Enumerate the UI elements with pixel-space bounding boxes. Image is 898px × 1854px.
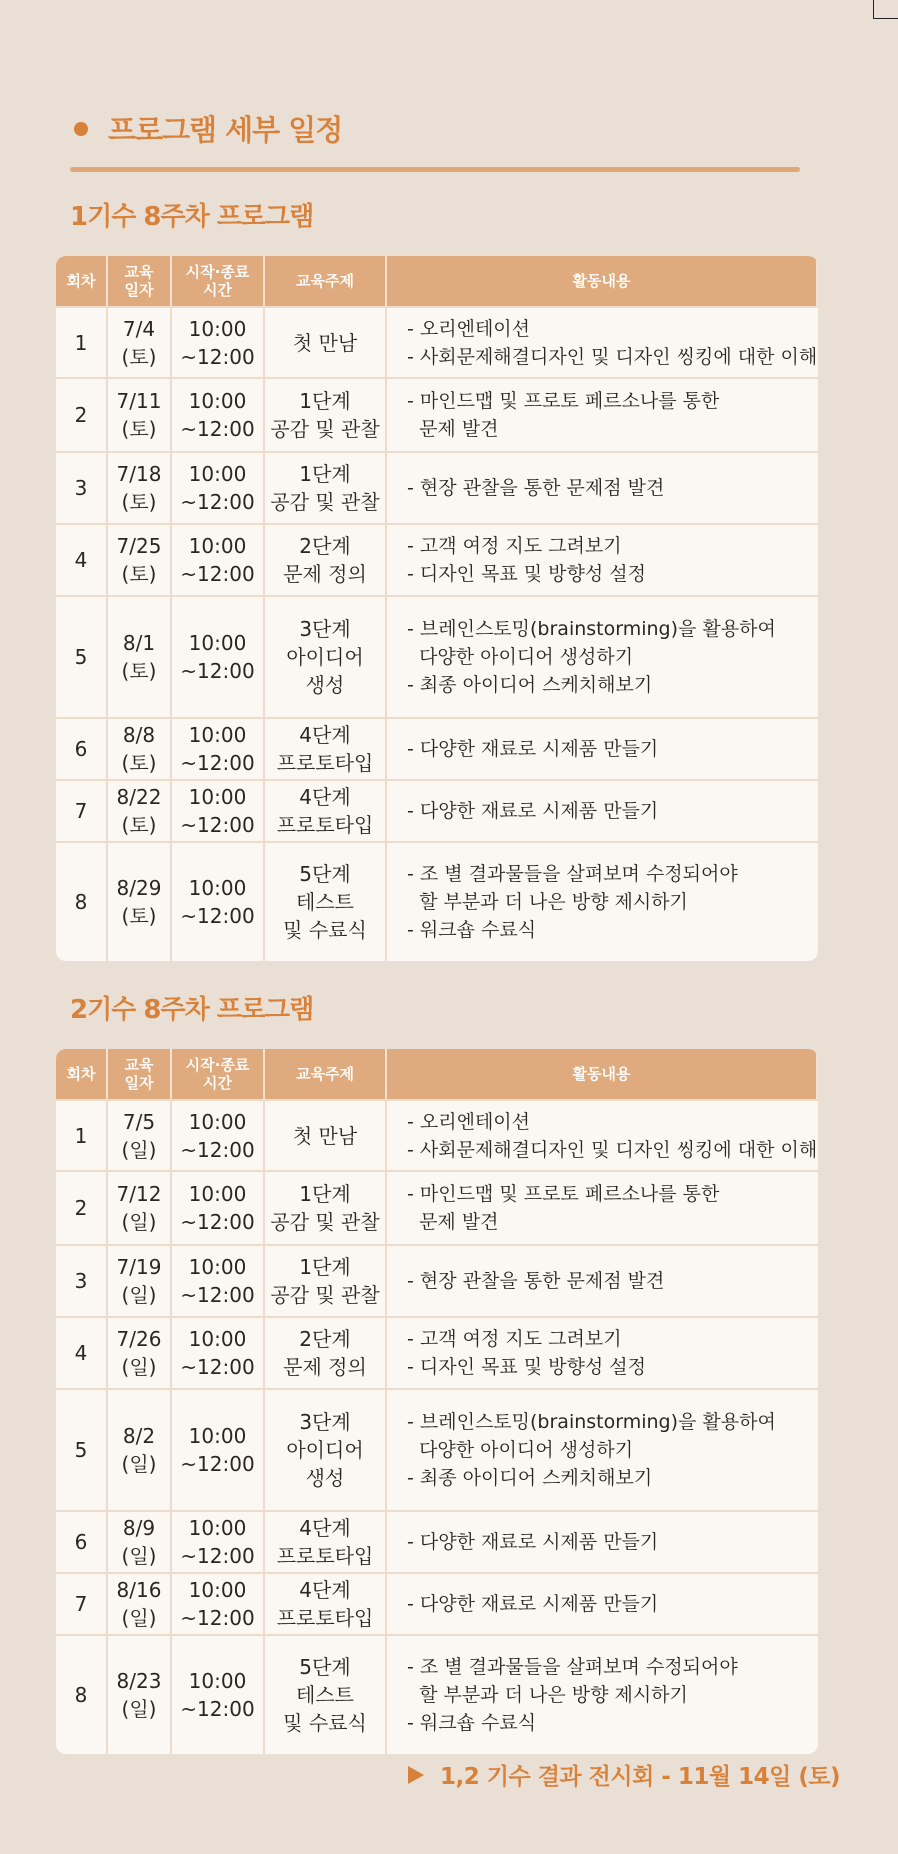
cell-topic: 4단계 프로토타입 [265, 1574, 387, 1634]
table-row [56, 1099, 818, 1170]
cohort1-schedule-table [56, 256, 818, 961]
activity-line: 할 부분과 더 나은 방향 제시하기 [407, 1684, 688, 1706]
table-row [56, 779, 818, 841]
activity-line: - 고객 여정 지도 그려보기 [407, 1328, 622, 1350]
activity-line: - 사회문제해결디자인 및 디자인 씽킹에 대한 이해 [407, 1138, 818, 1161]
cell-activity [387, 1636, 818, 1754]
cell-topic: 1단계 공감 및 관찰 [265, 453, 387, 523]
cell-time: 10:00 ~12:00 [172, 453, 265, 523]
cell-no: 8 [56, 1636, 108, 1754]
header-time: 시작·종료 시간 [172, 1049, 265, 1099]
cell-date: 8/1 (토) [108, 597, 172, 717]
activity-line: - 다양한 재료로 시제품 만들기 [407, 1531, 659, 1553]
cell-activity [387, 1390, 818, 1510]
activity-line: 문제 발견 [407, 1211, 499, 1233]
cell-no: 7 [56, 781, 108, 841]
cell-topic: 4단계 프로토타입 [265, 719, 387, 779]
header-no: 회차 [56, 256, 108, 306]
table-row [56, 377, 818, 451]
section-header [74, 108, 342, 149]
table-row [56, 1634, 818, 1754]
cohort2-title: 2기수 8주차 프로그램 [70, 995, 314, 1025]
cell-activity [387, 453, 818, 523]
cell-topic: 3단계 아이디어 생성 [265, 1390, 387, 1510]
activity-line: - 다양한 재료로 시제품 만들기 [407, 1593, 659, 1615]
cell-topic: 첫 만남 [265, 1101, 387, 1170]
cell-date: 8/23 (일) [108, 1636, 172, 1754]
cell-time: 10:00 ~12:00 [172, 1390, 265, 1510]
cell-date: 8/29 (토) [108, 843, 172, 961]
cell-time: 10:00 ~12:00 [172, 719, 265, 779]
exhibition-text: 1,2 기수 결과 전시회 - 11월 14일 (토) [440, 1764, 841, 1790]
table-row [56, 1170, 818, 1244]
cell-time: 10:00 ~12:00 [172, 379, 265, 451]
activity-line: 할 부분과 더 나은 방향 제시하기 [407, 891, 688, 913]
activity-line: 다양한 아이디어 생성하기 [407, 646, 634, 668]
cell-activity [387, 1574, 818, 1634]
cell-time: 10:00 ~12:00 [172, 843, 265, 961]
cell-time: 10:00 ~12:00 [172, 1574, 265, 1634]
table-header-row [56, 1049, 818, 1099]
cell-activity [387, 379, 818, 451]
header-activity: 활동내용 [387, 256, 818, 306]
table-header-row [56, 256, 818, 306]
cell-activity [387, 781, 818, 841]
cell-activity [387, 1101, 818, 1170]
activity-line: - 오리엔테이션 [407, 317, 531, 340]
cell-date: 7/5 (일) [108, 1101, 172, 1170]
table-row [56, 1316, 818, 1388]
cell-no: 5 [56, 1390, 108, 1510]
cell-date: 7/12 (일) [108, 1172, 172, 1244]
cell-time: 10:00 ~12:00 [172, 1636, 265, 1754]
activity-line: - 마인드맵 및 프로토 페르소나를 통한 [407, 1183, 720, 1205]
table-row [56, 595, 818, 717]
activity-line: - 워크숍 수료식 [407, 919, 537, 941]
activity-line: - 현장 관찰을 통한 문제점 발견 [407, 477, 665, 499]
play-triangle-icon [408, 1766, 424, 1784]
activity-line: - 오리엔테이션 [407, 1110, 531, 1133]
activity-line: - 최종 아이디어 스케치해보기 [407, 674, 653, 696]
cell-date: 8/8 (토) [108, 719, 172, 779]
cell-topic: 5단계 테스트 및 수료식 [265, 843, 387, 961]
cell-date: 7/25 (토) [108, 525, 172, 595]
cell-activity [387, 719, 818, 779]
activity-line: - 마인드맵 및 프로토 페르소나를 통한 [407, 390, 720, 412]
header-date: 교육 일자 [108, 256, 172, 306]
cell-no: 6 [56, 719, 108, 779]
cell-no: 4 [56, 525, 108, 595]
activity-line: - 브레인스토밍(brainstorming)을 활용하여 [407, 1411, 776, 1433]
cell-date: 8/22 (토) [108, 781, 172, 841]
table-row [56, 717, 818, 779]
cell-no: 1 [56, 308, 108, 377]
activity-line: 문제 발견 [407, 418, 499, 440]
cell-date: 7/26 (일) [108, 1318, 172, 1388]
cell-topic: 5단계 테스트 및 수료식 [265, 1636, 387, 1754]
cell-activity [387, 308, 818, 377]
activity-line: - 현장 관찰을 통한 문제점 발견 [407, 1270, 665, 1292]
cell-activity [387, 1318, 818, 1388]
cell-time: 10:00 ~12:00 [172, 597, 265, 717]
activity-line: - 디자인 목표 및 방향성 설정 [407, 1356, 646, 1378]
cell-activity [387, 1512, 818, 1572]
cell-time: 10:00 ~12:00 [172, 1172, 265, 1244]
table-row [56, 841, 818, 961]
cell-no: 8 [56, 843, 108, 961]
table-row [56, 1388, 818, 1510]
cell-date: 8/16 (일) [108, 1574, 172, 1634]
cohort2-schedule-table [56, 1049, 818, 1754]
table-row [56, 1510, 818, 1572]
cell-no: 7 [56, 1574, 108, 1634]
cell-no: 1 [56, 1101, 108, 1170]
crop-mark [873, 0, 898, 19]
activity-line: - 디자인 목표 및 방향성 설정 [407, 563, 646, 585]
cell-activity [387, 843, 818, 961]
table-row [56, 306, 818, 377]
cell-date: 7/18 (토) [108, 453, 172, 523]
activity-line: - 조 별 결과물들을 살펴보며 수정되어야 [407, 1656, 738, 1678]
cell-time: 10:00 ~12:00 [172, 1318, 265, 1388]
cell-topic: 4단계 프로토타입 [265, 1512, 387, 1572]
header-no: 회차 [56, 1049, 108, 1099]
cell-no: 6 [56, 1512, 108, 1572]
cell-no: 3 [56, 453, 108, 523]
cell-topic: 2단계 문제 정의 [265, 525, 387, 595]
header-time: 시작·종료 시간 [172, 256, 265, 306]
table-row [56, 451, 818, 523]
cell-topic: 첫 만남 [265, 308, 387, 377]
cell-date: 7/4 (토) [108, 308, 172, 377]
cell-topic: 1단계 공감 및 관찰 [265, 1246, 387, 1316]
cell-time: 10:00 ~12:00 [172, 1246, 265, 1316]
activity-line: - 사회문제해결디자인 및 디자인 씽킹에 대한 이해 [407, 345, 818, 368]
header-date: 교육 일자 [108, 1049, 172, 1099]
cell-time: 10:00 ~12:00 [172, 1101, 265, 1170]
cell-date: 7/11 (토) [108, 379, 172, 451]
cell-activity [387, 597, 818, 717]
cell-topic: 1단계 공감 및 관찰 [265, 1172, 387, 1244]
header-topic: 교육주제 [265, 1049, 387, 1099]
cell-time: 10:00 ~12:00 [172, 1512, 265, 1572]
activity-line: - 다양한 재료로 시제품 만들기 [407, 738, 659, 760]
cell-date: 8/2 (일) [108, 1390, 172, 1510]
cell-topic: 3단계 아이디어 생성 [265, 597, 387, 717]
cell-activity [387, 1246, 818, 1316]
table-row [56, 523, 818, 595]
activity-line: - 브레인스토밍(brainstorming)을 활용하여 [407, 618, 776, 640]
activity-line: - 조 별 결과물들을 살펴보며 수정되어야 [407, 863, 738, 885]
activity-line: 다양한 아이디어 생성하기 [407, 1439, 634, 1461]
cell-date: 7/19 (일) [108, 1246, 172, 1316]
cell-no: 2 [56, 1172, 108, 1244]
activity-line: - 최종 아이디어 스케치해보기 [407, 1467, 653, 1489]
cell-no: 5 [56, 597, 108, 717]
cohort1-title: 1기수 8주차 프로그램 [70, 202, 314, 232]
activity-line: - 워크숍 수료식 [407, 1712, 537, 1734]
cell-activity [387, 1172, 818, 1244]
cell-topic: 4단계 프로토타입 [265, 781, 387, 841]
cell-no: 4 [56, 1318, 108, 1388]
cell-time: 10:00 ~12:00 [172, 525, 265, 595]
activity-line: - 다양한 재료로 시제품 만들기 [407, 800, 659, 822]
cell-time: 10:00 ~12:00 [172, 781, 265, 841]
header-topic: 교육주제 [265, 256, 387, 306]
section-title: 프로그램 세부 일정 [108, 113, 343, 147]
cell-time: 10:00 ~12:00 [172, 308, 265, 377]
header-activity: 활동내용 [387, 1049, 818, 1099]
cell-no: 2 [56, 379, 108, 451]
activity-line: - 고객 여정 지도 그려보기 [407, 535, 622, 557]
bullet-icon [74, 122, 88, 136]
cell-no: 3 [56, 1246, 108, 1316]
header-divider [70, 167, 800, 172]
cell-date: 8/9 (일) [108, 1512, 172, 1572]
table-row [56, 1244, 818, 1316]
exhibition-note [408, 1758, 840, 1791]
cell-activity [387, 525, 818, 595]
cell-topic: 1단계 공감 및 관찰 [265, 379, 387, 451]
cell-topic: 2단계 문제 정의 [265, 1318, 387, 1388]
table-row [56, 1572, 818, 1634]
